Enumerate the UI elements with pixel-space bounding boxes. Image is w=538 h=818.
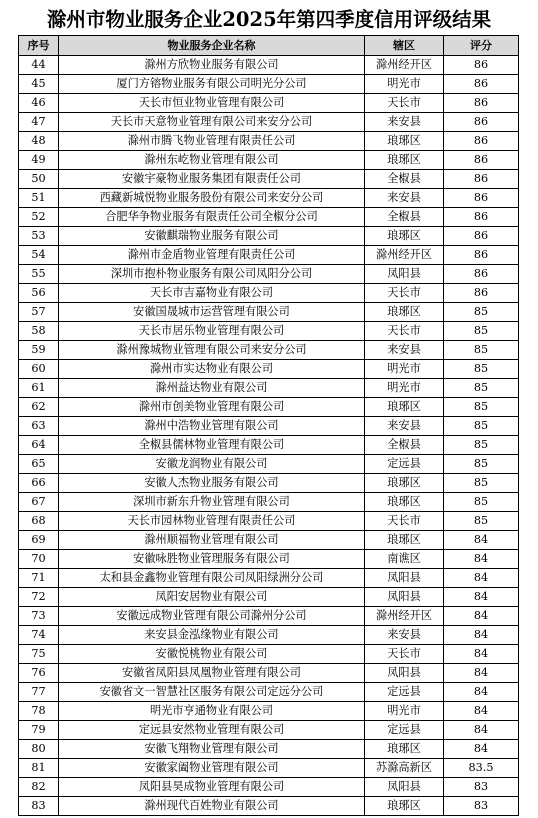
row-index: 55 (19, 265, 59, 284)
row-index: 73 (19, 607, 59, 626)
row-index: 57 (19, 303, 59, 322)
table-row (19, 94, 519, 113)
row-index: 48 (19, 132, 59, 151)
company-name: 滁州市腾飞物业管理有限责任公司 (59, 132, 365, 151)
row-index: 70 (19, 550, 59, 569)
table-row (19, 797, 519, 816)
score: 86 (444, 208, 519, 227)
table-row (19, 531, 519, 550)
score: 85 (444, 455, 519, 474)
score: 85 (444, 436, 519, 455)
table-row (19, 721, 519, 740)
district: 琅琊区 (365, 740, 444, 759)
row-index: 51 (19, 189, 59, 208)
row-index: 82 (19, 778, 59, 797)
score: 86 (444, 151, 519, 170)
district: 来安县 (365, 189, 444, 208)
district: 明光市 (365, 360, 444, 379)
score: 84 (444, 683, 519, 702)
row-index: 46 (19, 94, 59, 113)
district: 琅琊区 (365, 227, 444, 246)
district: 天长市 (365, 512, 444, 531)
row-index: 44 (19, 56, 59, 75)
row-index: 45 (19, 75, 59, 94)
company-name: 天长市吉嘉物业有限公司 (59, 284, 365, 303)
table-row (19, 75, 519, 94)
score: 85 (444, 379, 519, 398)
table-row (19, 170, 519, 189)
row-index: 78 (19, 702, 59, 721)
table-row (19, 379, 519, 398)
score: 84 (444, 550, 519, 569)
score: 86 (444, 227, 519, 246)
company-name: 滁州方欣物业服务有限公司 (59, 56, 365, 75)
score: 85 (444, 398, 519, 417)
row-index: 56 (19, 284, 59, 303)
table-row (19, 398, 519, 417)
table-row (19, 246, 519, 265)
district: 明光市 (365, 379, 444, 398)
score: 86 (444, 189, 519, 208)
table-header-row (19, 36, 519, 56)
table-row (19, 759, 519, 778)
row-index: 79 (19, 721, 59, 740)
company-name: 安徽省凤阳县凤凰物业管理有限公司 (59, 664, 365, 683)
table-row (19, 208, 519, 227)
score: 84 (444, 626, 519, 645)
district: 滁州经开区 (365, 246, 444, 265)
district: 琅琊区 (365, 398, 444, 417)
score: 85 (444, 303, 519, 322)
district: 南谯区 (365, 550, 444, 569)
company-name: 滁州顺福物业管理有限公司 (59, 531, 365, 550)
row-index: 64 (19, 436, 59, 455)
row-index: 74 (19, 626, 59, 645)
district: 天长市 (365, 94, 444, 113)
company-name: 凤阳县昊成物业管理有限公司 (59, 778, 365, 797)
district: 全椒县 (365, 436, 444, 455)
company-name: 安徽人杰物业服务有限公司 (59, 474, 365, 493)
score: 85 (444, 474, 519, 493)
table-row (19, 227, 519, 246)
score: 83 (444, 778, 519, 797)
district: 滁州经开区 (365, 56, 444, 75)
company-name: 滁州现代百姓物业有限公司 (59, 797, 365, 816)
row-index: 77 (19, 683, 59, 702)
score: 83 (444, 797, 519, 816)
company-name: 天长市恒业物业管理有限公司 (59, 94, 365, 113)
score: 84 (444, 607, 519, 626)
district: 凤阳县 (365, 265, 444, 284)
district: 定远县 (365, 721, 444, 740)
company-name: 安徽省文一智慧社区服务有限公司定远分公司 (59, 683, 365, 702)
table-row (19, 683, 519, 702)
company-name: 安徽飞翔物业管理有限公司 (59, 740, 365, 759)
header-company: 物业服务企业名称 (59, 36, 365, 56)
row-index: 53 (19, 227, 59, 246)
table-row (19, 132, 519, 151)
table-row (19, 436, 519, 455)
company-name: 深圳市新东升物业管理有限公司 (59, 493, 365, 512)
table-row (19, 607, 519, 626)
score: 84 (444, 645, 519, 664)
score: 84 (444, 702, 519, 721)
company-name: 安徽远成物业管理有限公司滁州分公司 (59, 607, 365, 626)
district: 明光市 (365, 702, 444, 721)
district: 琅琊区 (365, 797, 444, 816)
district: 苏滁高新区 (365, 759, 444, 778)
table-row (19, 588, 519, 607)
score: 84 (444, 531, 519, 550)
company-name: 西藏新城悦物业服务股份有限公司来安分公司 (59, 189, 365, 208)
table-row (19, 341, 519, 360)
row-index: 52 (19, 208, 59, 227)
row-index: 50 (19, 170, 59, 189)
row-index: 83 (19, 797, 59, 816)
company-name: 厦门方镕物业服务有限公司明光分公司 (59, 75, 365, 94)
company-name: 安徽家阖物业管理有限公司 (59, 759, 365, 778)
row-index: 49 (19, 151, 59, 170)
score: 84 (444, 740, 519, 759)
company-name: 天长市天意物业管理有限公司来安分公司 (59, 113, 365, 132)
company-name: 明光市亨通物业有限公司 (59, 702, 365, 721)
district: 琅琊区 (365, 531, 444, 550)
header-district: 辖区 (365, 36, 444, 56)
row-index: 69 (19, 531, 59, 550)
district: 琅琊区 (365, 303, 444, 322)
district: 定远县 (365, 455, 444, 474)
row-index: 58 (19, 322, 59, 341)
table-row (19, 113, 519, 132)
score: 86 (444, 132, 519, 151)
header-index: 序号 (19, 36, 59, 56)
score: 83.5 (444, 759, 519, 778)
district: 来安县 (365, 341, 444, 360)
company-name: 滁州益达物业有限公司 (59, 379, 365, 398)
table-body (19, 56, 519, 816)
page-title: 滁州市物业服务企业2025年第四季度信用评级结果 (46, 8, 492, 31)
score: 86 (444, 246, 519, 265)
company-name: 滁州中浩物业管理有限公司 (59, 417, 365, 436)
district: 来安县 (365, 113, 444, 132)
row-index: 68 (19, 512, 59, 531)
table-row (19, 645, 519, 664)
table-row (19, 56, 519, 75)
company-name: 太和县金鑫物业管理有限公司凤阳绿洲分公司 (59, 569, 365, 588)
row-index: 65 (19, 455, 59, 474)
score: 86 (444, 170, 519, 189)
district: 天长市 (365, 284, 444, 303)
table-row (19, 417, 519, 436)
row-index: 72 (19, 588, 59, 607)
row-index: 61 (19, 379, 59, 398)
company-name: 来安县金泓缘物业有限公司 (59, 626, 365, 645)
row-index: 54 (19, 246, 59, 265)
district: 滁州经开区 (365, 607, 444, 626)
score: 86 (444, 75, 519, 94)
district: 凤阳县 (365, 778, 444, 797)
table-row (19, 702, 519, 721)
rating-table (18, 35, 519, 816)
row-index: 81 (19, 759, 59, 778)
table-row (19, 284, 519, 303)
row-index: 67 (19, 493, 59, 512)
score: 84 (444, 721, 519, 740)
district: 琅琊区 (365, 474, 444, 493)
table-row (19, 474, 519, 493)
district: 全椒县 (365, 170, 444, 189)
company-name: 安徽麒瑞物业服务有限公司 (59, 227, 365, 246)
table-row (19, 189, 519, 208)
row-index: 60 (19, 360, 59, 379)
company-name: 凤阳安居物业有限公司 (59, 588, 365, 607)
district: 凤阳县 (365, 569, 444, 588)
table-row (19, 322, 519, 341)
score: 86 (444, 265, 519, 284)
district: 来安县 (365, 626, 444, 645)
row-index: 62 (19, 398, 59, 417)
score: 84 (444, 664, 519, 683)
row-index: 76 (19, 664, 59, 683)
company-name: 全椒县儒林物业管理有限公司 (59, 436, 365, 455)
company-name: 天长市居乐物业管理有限公司 (59, 322, 365, 341)
district: 凤阳县 (365, 664, 444, 683)
score: 86 (444, 56, 519, 75)
score: 86 (444, 94, 519, 113)
district: 天长市 (365, 645, 444, 664)
district: 全椒县 (365, 208, 444, 227)
district: 定远县 (365, 683, 444, 702)
row-index: 80 (19, 740, 59, 759)
table-row (19, 151, 519, 170)
company-name: 安徽宇豪物业服务集团有限责任公司 (59, 170, 365, 189)
district: 琅琊区 (365, 132, 444, 151)
table-row (19, 360, 519, 379)
row-index: 75 (19, 645, 59, 664)
district: 明光市 (365, 75, 444, 94)
district: 琅琊区 (365, 493, 444, 512)
company-name: 安徽悦桃物业有限公司 (59, 645, 365, 664)
district: 天长市 (365, 322, 444, 341)
score: 85 (444, 493, 519, 512)
table-row (19, 569, 519, 588)
score: 85 (444, 360, 519, 379)
row-index: 59 (19, 341, 59, 360)
table-row (19, 550, 519, 569)
company-name: 滁州东屹物业管理有限公司 (59, 151, 365, 170)
table-row (19, 778, 519, 797)
company-name: 深圳市抱朴物业服务有限公司凤阳分公司 (59, 265, 365, 284)
table-row (19, 303, 519, 322)
row-index: 47 (19, 113, 59, 132)
district: 凤阳县 (365, 588, 444, 607)
score: 85 (444, 341, 519, 360)
table-row (19, 740, 519, 759)
table-row (19, 493, 519, 512)
company-name: 天长市园林物业管理有限责任公司 (59, 512, 365, 531)
table-row (19, 626, 519, 645)
company-name: 滁州豫城物业管理有限公司来安分公司 (59, 341, 365, 360)
district: 琅琊区 (365, 151, 444, 170)
table-row (19, 664, 519, 683)
row-index: 66 (19, 474, 59, 493)
table-row (19, 455, 519, 474)
score: 84 (444, 588, 519, 607)
row-index: 71 (19, 569, 59, 588)
table-row (19, 512, 519, 531)
company-name: 安徽咏胜物业管理服务有限公司 (59, 550, 365, 569)
score: 84 (444, 569, 519, 588)
company-name: 滁州市创美物业管理有限公司 (59, 398, 365, 417)
score: 86 (444, 284, 519, 303)
row-index: 63 (19, 417, 59, 436)
company-name: 安徽国晟城市运营管理有限公司 (59, 303, 365, 322)
score: 85 (444, 512, 519, 531)
header-score: 评分 (444, 36, 519, 56)
table-row (19, 265, 519, 284)
score: 86 (444, 113, 519, 132)
company-name: 合肥华争物业服务有限责任公司全椒分公司 (59, 208, 365, 227)
company-name: 滁州市金盾物业管理有限责任公司 (59, 246, 365, 265)
score: 85 (444, 322, 519, 341)
district: 来安县 (365, 417, 444, 436)
company-name: 滁州市实达物业有限公司 (59, 360, 365, 379)
company-name: 安徽龙润物业有限公司 (59, 455, 365, 474)
score: 85 (444, 417, 519, 436)
company-name: 定远县安然物业管理有限公司 (59, 721, 365, 740)
